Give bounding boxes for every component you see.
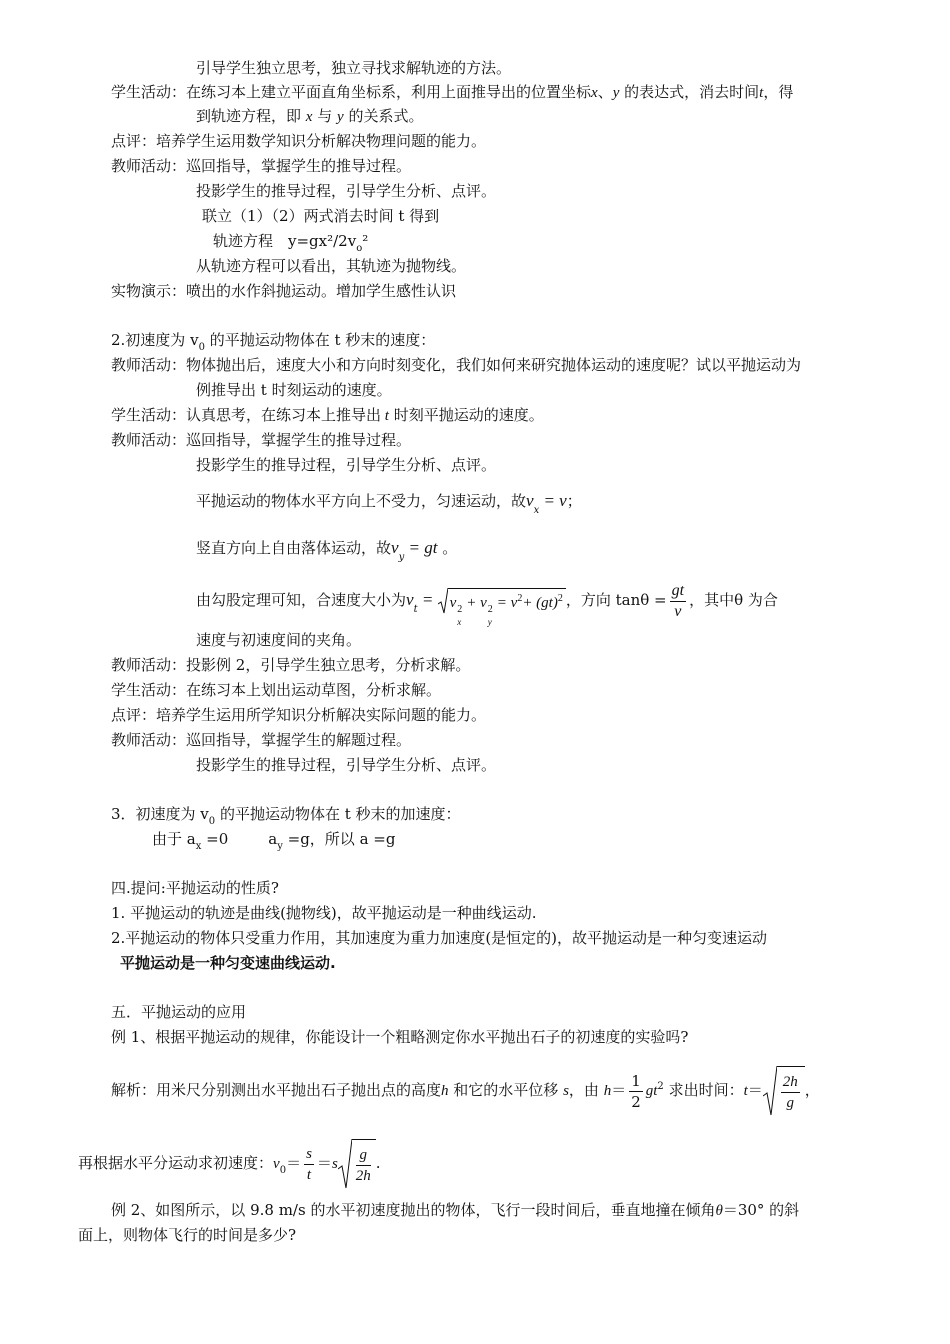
sqrt-expression: $\frac{g}{2h}$ [338, 1139, 376, 1189]
role-label: 实物演示： [111, 282, 187, 300]
text-line: 例推导出 t 时刻运动的速度。 [196, 381, 392, 399]
formula-line: 竖直方向上自由落体运动，故$v_y$ = gt 。 [196, 538, 458, 563]
role-label: 教师活动： [111, 731, 187, 749]
text-line: 投影学生的推导过程，引导学生分析、点评。 [196, 182, 497, 200]
role-label: 学生活动： [111, 83, 187, 101]
text-line: 学生活动：在练习本上划出运动草图，分析求解。 [111, 681, 442, 699]
text-line: 例 2、如图所示，以 9.8 m/s 的水平初速度抛出的物体，飞行一段时间后，垂直地撞在倾角θ＝30° 的斜 [111, 1201, 800, 1219]
text-line: 教师活动：物体抛出后，速度大小和方向时刻变化，我们如何来研究抛体运动的速度呢？试以平抛运动为 [111, 356, 802, 374]
text-line: 学生活动：在练习本上建立平面直角坐标系，利用上面推导出的位置坐标x、y 的表达式，消去时间t，得 [111, 83, 794, 101]
section-heading: 五．平抛运动的应用 [111, 1003, 247, 1021]
text-line: 教师活动：巡回指导，掌握学生的解题过程。 [111, 731, 412, 749]
sqrt-expression: $\frac{2h}{g}$ [763, 1066, 805, 1116]
formula-line: 平抛运动的物体水平方向上不受力，匀速运动，故$v_x = v$； [196, 491, 582, 516]
role-label: 学生活动： [111, 681, 187, 699]
formula-line: 由勾股定理可知，合速度大小为$v_t$ = v 2 x + v 2 y = v 2 + (gt) 2 ，方向 tanθ = $\frac{gt}{v}$ ，其中θ 为合 [196, 581, 778, 627]
formula-line: 再根据水平分运动求初速度：$v_0=$ $\frac{s}{t}$ ＝s $\frac{g}{2h}$ . [78, 1135, 381, 1194]
text-line: 联立（1）（2）两式消去时间 t 得到 [202, 207, 440, 225]
text-line: 2.平抛运动的物体只受重力作用，其加速度为重力加速度(是恒定的)，故平抛运动是一种匀变速运动 [111, 929, 768, 947]
text-line: 点评：培养学生运用所学知识分析解决实际问题的能力。 [111, 706, 487, 724]
text-line: 投影学生的推导过程，引导学生分析、点评。 [196, 756, 497, 774]
fraction: $\frac{s}{t}$ [306, 1145, 312, 1183]
sqrt-expression: v 2 x + v 2 y = v 2 + (gt) 2 [438, 588, 566, 614]
formula-line: 由于 $a_x =0$ $a_y =g$，所以 a =g [152, 830, 396, 852]
fraction: $\frac{1}{2}$ [631, 1071, 641, 1111]
text-line: 速度与初速度间的夹角。 [196, 631, 362, 649]
text-line: 轨迹方程 $y=gx^2/2v_o^2$ [213, 232, 369, 254]
role-label: 学生活动： [111, 406, 187, 424]
text-line: 教师活动：投影例 2，引导学生独立思考，分析求解。 [111, 656, 471, 674]
text-line: 实物演示：喷出的水作斜抛运动。增加学生感性认识 [111, 282, 457, 300]
formula-line: 解析：用米尺分别测出水平抛出石子抛出点的高度h 和它的水平位移 s，由 h＝ $\frac{1}{2}$ $gt^2$ 求出时间：t＝ $\frac{2h}{g}$ ， [111, 1062, 820, 1121]
text-line: 面上，则物体飞行的时间是多少? [78, 1226, 297, 1244]
text-line: 1. 平抛运动的轨迹是曲线(抛物线)，故平抛运动是一种曲线运动. [111, 904, 537, 922]
text-line: 引导学生独立思考，独立寻找求解轨迹的方法。 [196, 59, 512, 77]
text-line: 投影学生的推导过程，引导学生分析、点评。 [196, 456, 497, 474]
role-label: 教师活动： [111, 157, 187, 175]
text-line: 教师活动：巡回指导，掌握学生的推导过程。 [111, 157, 412, 175]
text-line: 教师活动：巡回指导，掌握学生的推导过程。 [111, 431, 412, 449]
text-line: 点评：培养学生运用数学知识分析解决物理问题的能力。 [111, 132, 487, 150]
section-heading: 四.提问:平抛运动的性质? [111, 879, 279, 897]
text-line: 例 1、根据平抛运动的规律，你能设计一个粗略测定你水平抛出石子的初速度的实验吗? [111, 1028, 689, 1046]
fraction: $\frac{gt}{v}$ [671, 581, 685, 620]
role-label: 教师活动： [111, 431, 187, 449]
section-heading: 2.初速度为 $v_0$ 的平抛运动物体在 t 秒末的速度： [111, 331, 436, 353]
role-label: 教师活动： [111, 356, 187, 374]
role-label: 教师活动： [111, 656, 187, 674]
section-heading: 3．初速度为 $v_0$ 的平抛运动物体在 t 秒末的加速度： [111, 805, 461, 827]
text-line: 从轨迹方程可以看出，其轨迹为抛物线。 [196, 257, 467, 275]
text-line: 到轨迹方程，即 x 与 y 的关系式。 [196, 107, 424, 125]
key-conclusion: 平抛运动是一种匀变速曲线运动. [120, 954, 336, 972]
text-line: 学生活动：认真思考，在练习本上推导出 t 时刻平抛运动的速度。 [111, 406, 544, 424]
